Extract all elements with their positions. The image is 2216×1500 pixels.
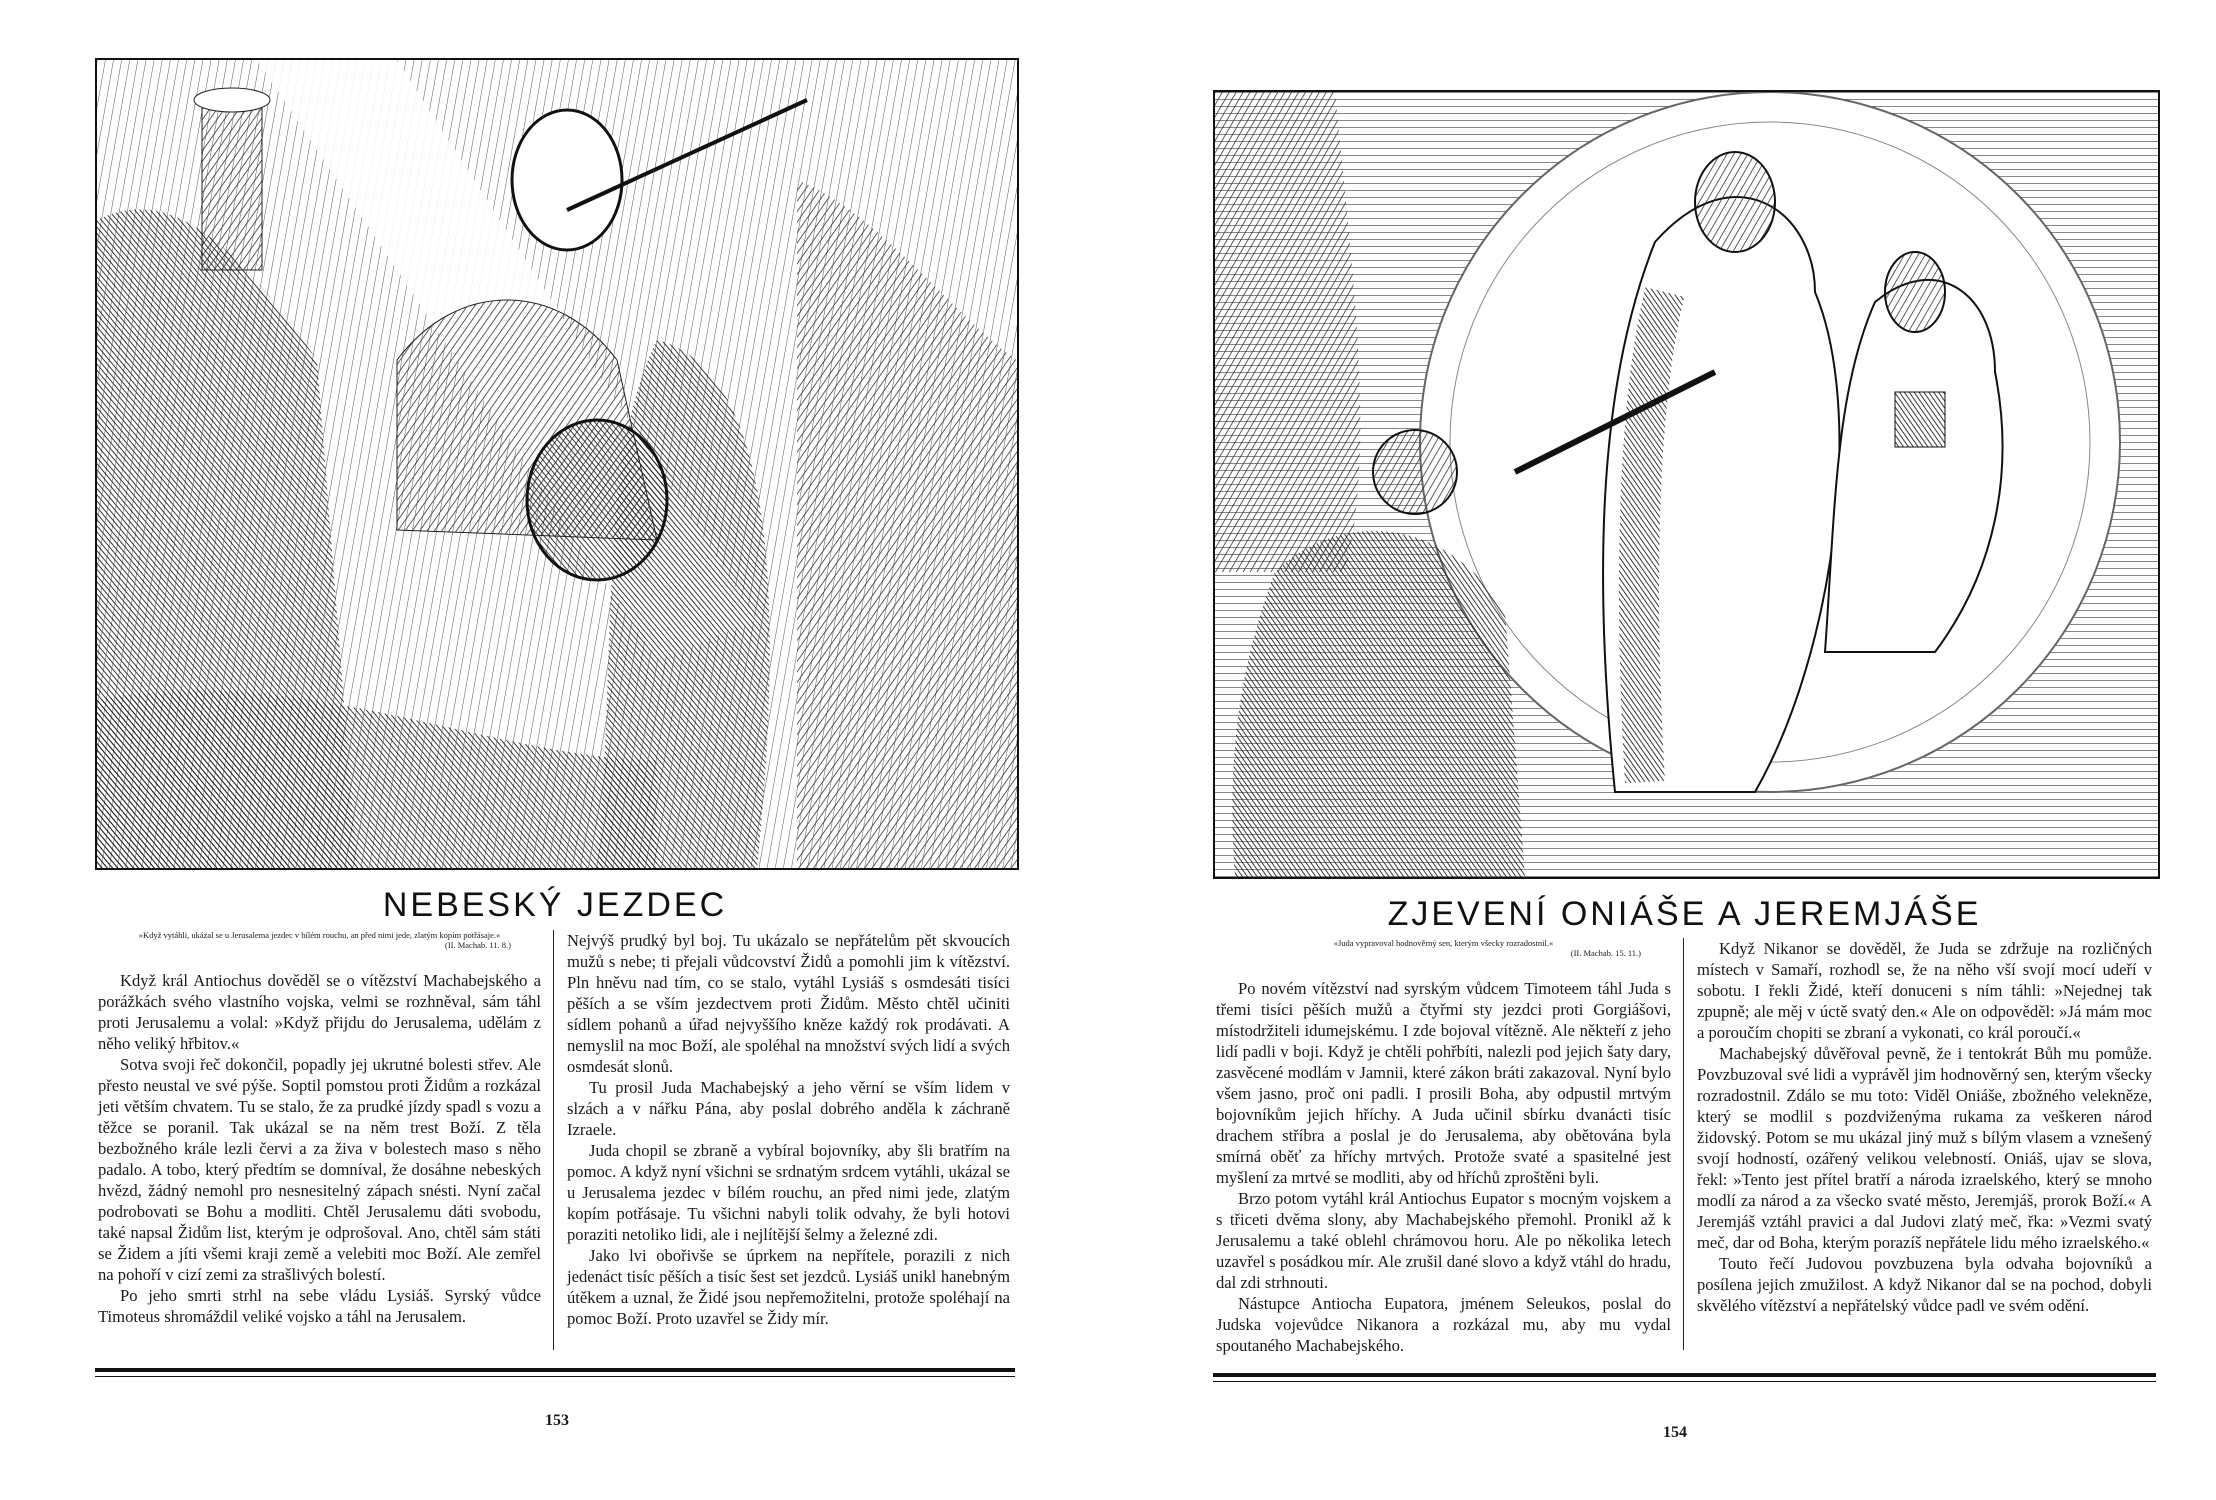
paragraph: Touto řečí Judovou povzbuzena byla odvaha bojovníků a posílena jejich zmužilost. A když Nikanor dal se na pochod, dobyli skvělého vítězství a nepřátelský vůdce padl ve svém odění. [1697, 1254, 2152, 1315]
column-2 [1697, 938, 2152, 1350]
epigraph-text: »Juda vypravoval hodnověrný sen, kterým všecky rozradostnil.« [1333, 938, 1554, 948]
battle-engraving [95, 58, 1019, 870]
vision-engraving [1213, 90, 2160, 879]
footer-rule-thick [95, 1368, 1015, 1372]
paragraph: Tu prosil Juda Machabejský a jeho věrní se vším lidem v slzách a v nářku Pána, aby poslal dobrého anděla k záchraně Izraele. [567, 1078, 1010, 1139]
paragraph: Brzo potom vytáhl král Antiochus Eupator s mocným vojskem a s třiceti dvěma slony, aby Machabejského přemohl. Pronikl až k Jerusalemu a také oblehl chrámovou horu. Ale po několika letech uzavřel s posádkou mír. Ale zrušil dané slovo a když vtáhl do hradu, dal zdi strhnouti. [1216, 1189, 1671, 1292]
text-columns [1216, 938, 2152, 1355]
paragraph: Po novém vítězství nad syrským vůdcem Timoteem táhl Juda s třemi tisíci pěších mužů a čtyřmi sty jezdci proti Gorgiášovi, místodržiteli idumejskému. I zde bojoval vítězně. Ale někteří z jeho lidí padli v boji. Když je chtěli pohřbíti, nalezli pod jejich šaty dary, zasvěcené modlám v Jamnii, které zákon bráti zakazoval. Nyní bylo všem jasno, proč oni padli. I prosili Boha, aby odpustil mrtvým bojovníkům jejich hříchy. A Juda učinil sbírku dvanácti tisíc drachem stříbra a poslal je do Jerusalema, aby obětována byla smírná oběť za hříchy mrtvých. Protože svaté a spasitelné jest myšlení za mrtvé se modliti, aby od hříchů zproštěni byli. [1216, 979, 1671, 1187]
paragraph: Jako lvi obořivše se úprkem na nepřítele, porazili z nich jedenáct tisíc pěších a tisíc šest set jezdců. Lysiáš unikl hanebným útěkem a uznal, že Židé jsou nepřemožitelni, protože spoléhají na pomoc Boží. Proto uzavřel se Židy mír. [567, 1246, 1010, 1328]
paragraph: Sotva svoji řeč dokončil, popadly jej ukrutné bolesti střev. Ale přesto neustal ve své pýše. Soptil pomstou proti Židům a rozkázal jeti větším chvatem. Tu se stalo, že za prudké jízdy spadl s vozu a těžce se poranil. Tak ukázal se na něm trest Boží. Z těla bezbožného krále lezli červi a za živa v bolestech maso s něho padalo. A tobo, který předtím se domníval, že dosáhne nebeských hvězd, žádný nemohl pro nesnesitelný zápach snésti. Nyní začal podrobovati se Bohu a modliti. Chtěl Jerusalemu dáti svobodu, také napsal Židům list, kterým je odprošoval. Ano, chtěl sám státi se Židem a jíti všemi kraji země a velebiti moc Boží. Ale zemřel na pohoří v cizí zemi za strašlivých bolestí. [98, 1055, 541, 1284]
footer-rule-thin [95, 1376, 1015, 1377]
paragraph: Juda chopil se zbraně a vybíral bojovníky, aby šli bratřím na pomoc. A když nyní všichni se srdnatým srdcem vytáhli, ukázal se u Jerusalema jezdec v bílém rouchu, an před nimi jede, zlatým kopím potřásaje. Tu všichni nabyli tolik odvahy, že byli hotovi poraziti netoliko lidi, ale i nejlítější šelmy a železné zdi. [567, 1141, 1010, 1244]
column-1 [98, 930, 541, 1350]
epigraph-source: (II. Machab. 15. 11.) [1570, 948, 1641, 958]
paragraph: Když král Antiochus dověděl se o vítězství Machabejského a porážkách svého vlastního vojska, velmi se rozhněval, sám táhl proti Jerusalemu a volal: »Když přijdu do Jerusalema, udělám z něho veliký hřbitov.« [98, 971, 541, 1053]
page-title: ZJEVENÍ ONIÁŠE A JEREMJÁŠE [1387, 895, 1982, 933]
page-title: NEBESKÝ JEZDEC [382, 886, 728, 924]
column-2 [567, 930, 1010, 1350]
paragraph: Když Nikanor se dověděl, že Juda se zdržuje na rozličných místech v Samaří, rozhodl se, že na něho vší svojí mocí udeří v sobotu. I řekli Židé, kteří donuceni s ním táhli: »Nejednej tak zpupně; ale měj v úctě svatý den.« Ale on odpověděl: »Já mám moc a poroučím chopiti se zbraní a vykonati, co král poroučí.« [1697, 939, 2152, 1042]
epigraph-text: »Když vytáhli, ukázal se u Jerusalema jezdec v bílém rouchu, an před nimi jede, zlatým kopím potřásaje.« [138, 930, 501, 940]
page-number: 154 [1663, 1424, 1687, 1441]
epigraph-source: (II. Machab. 11. 8.) [444, 940, 511, 950]
paragraph: Nejvýš prudký byl boj. Tu ukázalo se nepřátelům pět skvoucích mužů s nebe; ti přejali vůdcovství Židů a pomohli jim k vítězství. Pln hněvu nad tím, co se stalo, vytáhl Lysiáš s osmdesáti tisíci pěších a se vším jezdectvem proti Židům. Město chtěl učiniti sídlem pohanů a úřad nejvyššího kněze každý rok prodávati. A nemyslil na moc Boží, ale spoléhal na množství svých lidí a svých osmdesát slonů. [567, 931, 1010, 1076]
epigraph [1246, 938, 1641, 958]
footer-rule-thick [1213, 1373, 2156, 1377]
paragraph: Nástupce Antiocha Eupatora, jménem Seleukos, poslal do Judska vojevůdce Nikanora a rozkázal mu, aby mu vydal spoutaného Machabejského. [1216, 1294, 1671, 1355]
right-page [1108, 0, 2216, 1500]
paragraph: Machabejský důvěřoval pevně, že i tentokrát Bůh mu pomůže. Povzbuzoval své lidi a vyprávěl jim hodnověrný sen, kterým všecky rozradostnil. Zdálo se mu toto: Viděl Oniáše, zbožného velekněze, který se modlil s pozdviženýma rukama za veškeren národ židovský. Potom se mu ukázal jiný muž s bílým vlasem a vznešený svojí hodností, ozářený velikou velebností. Oniáš, ujav se slova, řekl: »Tento jest přítel bratří a národa izraelského, který se mnoho modlí za národ a za všecko svaté město, Jeremjáš, prorok Boží.« A Jeremjáš vztáhl pravici a dal Judovi zlatý meč, řka: »Vezmi svatý meč, dar od Boha, kterým porazíš nepřátele lidu mého izraelského.« [1697, 1044, 2152, 1252]
text-columns [98, 930, 1010, 1350]
footer-rule-thin [1213, 1381, 2156, 1382]
paragraph: Po jeho smrti strhl na sebe vládu Lysiáš. Syrský vůdce Timoteus shromáždil veliké vojsko a táhl na Jerusalem. [98, 1286, 541, 1326]
page-number: 153 [545, 1412, 569, 1429]
epigraph [128, 930, 511, 950]
column-1 [1216, 938, 1671, 1355]
